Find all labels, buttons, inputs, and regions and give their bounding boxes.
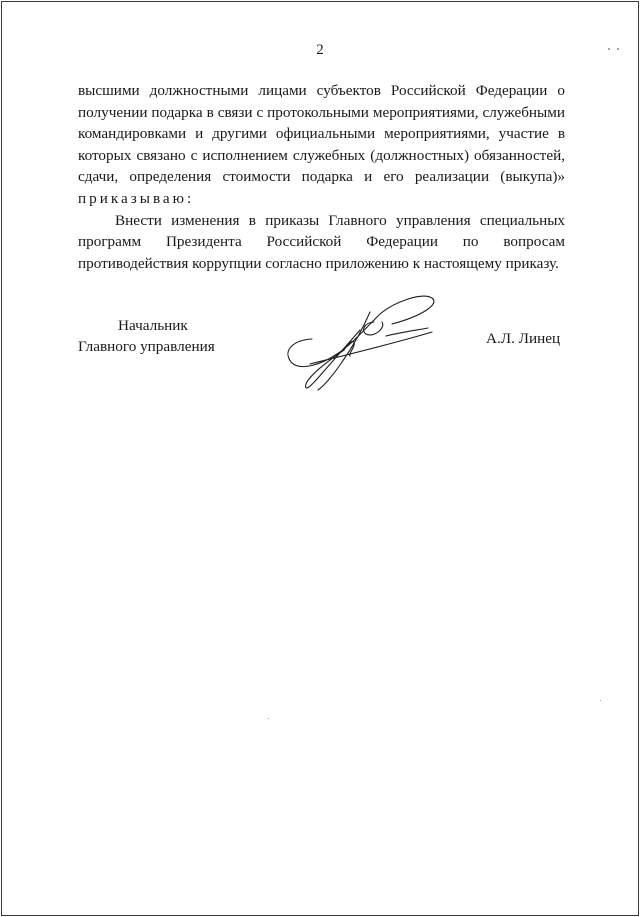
scan-speck [600,700,601,701]
scan-speck [617,48,619,50]
scan-speck [608,48,610,50]
signatory-title-line-2: Главного управления [78,338,215,355]
signatory-name: А.Л. Линец [486,330,561,347]
paragraph-2: Внести изменения в приказы Главного управления специальных программ Президента Российской Федерации по вопросам противодействия коррупции согласно приложению к настоящему приказу. [78,211,565,272]
paragraph-1-text: высшими должностными лицами субъектов Российской Федерации о получении подарка в связи с протокольными мероприятиями, служебными командировками и другими официальными мероприятиями, участие в которых связано с исполнением служебных (должностных) обязанностей, сдачи, определения стоимости подарка и его реализации (выкупа)» [78,82,565,186]
handwritten-signature [282,292,442,394]
document-body [78,80,565,274]
scan-speck [268,718,269,719]
signatory-title [78,315,228,357]
signatory-title-line-1: Начальник [118,317,188,334]
page-number: 2 [316,42,324,58]
paragraph-1-command: приказываю: [78,189,195,207]
paragraph-1 [78,80,565,210]
